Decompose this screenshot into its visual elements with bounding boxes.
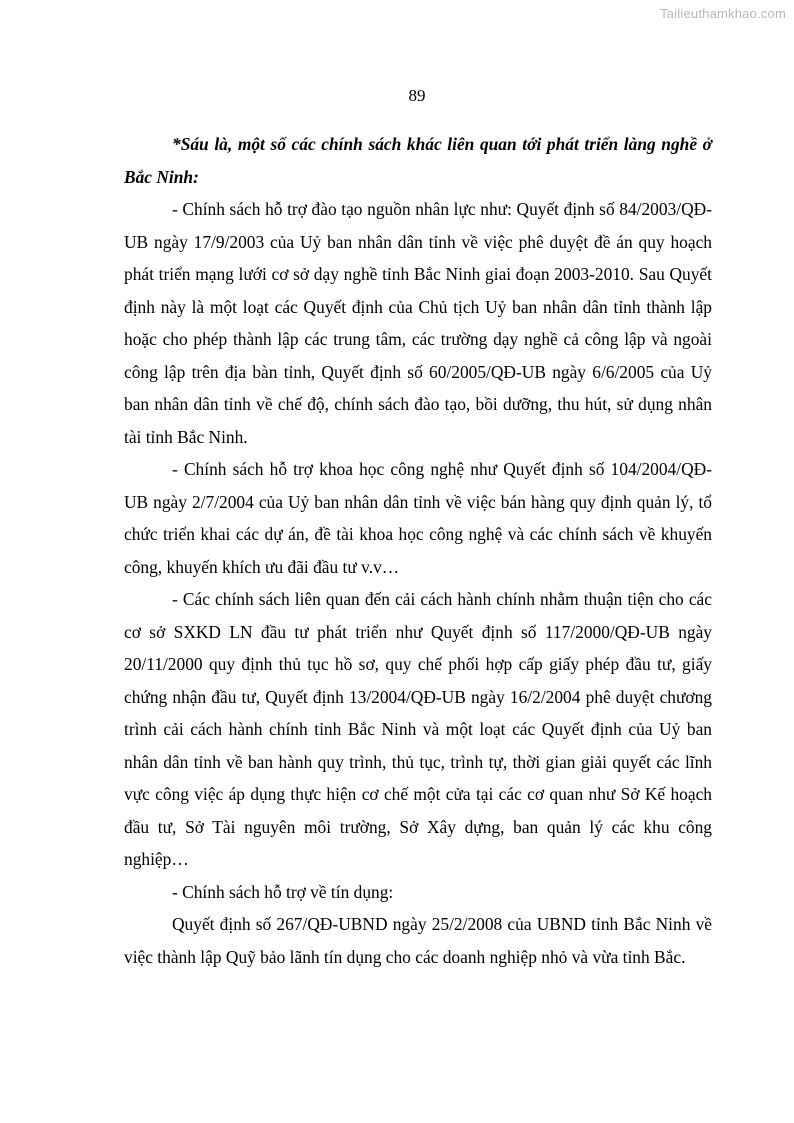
section-heading: *Sáu là, một số các chính sách khác liên quan tới phát triển làng nghề ở Bắc Ninh: <box>124 134 712 187</box>
page-number: 89 <box>408 86 426 105</box>
paragraph-science-policy: - Chính sách hỗ trợ khoa học công nghệ như Quyết định số 104/2004/QĐ-UB ngày 2/7/2004 của Uỷ ban nhân dân tỉnh về việc bán hàng quy định quản lý, tổ chức triển khai các dự án, đề tài khoa học công nghệ và các chính sách về khuyến công, khuyến khích ưu đãi đầu tư v.v… <box>124 459 712 577</box>
paragraph-credit-policy-detail: Quyết định số 267/QĐ-UBND ngày 25/2/2008 của UBND tỉnh Bắc Ninh về việc thành lập Quỹ bảo lãnh tín dụng cho các doanh nghiệp nhỏ và vừa tỉnh Bắc. <box>124 914 712 967</box>
watermark: Tailieuthamkhao.com <box>660 6 786 21</box>
paragraph-credit-policy-title: - Chính sách hỗ trợ về tín dụng: <box>172 881 394 902</box>
paragraph-admin-reform-policy: - Các chính sách liên quan đến cải cách hành chính nhằm thuận tiện cho các cơ sở SXKD LN đầu tư phát triển như Quyết định số 117/2000/QĐ-UB ngày 20/11/2000 quy định thủ tục hồ sơ, quy chế phối hợp cấp giấy phép đầu tư, giấy chứng nhận đầu tư, Quyết định 13/2004/QĐ-UB ngày 16/2/2004 phê duyệt chương trình cải cách hành chính tỉnh Bắc Ninh và một loạt các Quyết định của Uỷ ban nhân dân tỉnh về ban hành quy trình, thủ tục, trình tự, thời gian giải quyết các lĩnh vực công việc áp dụng thực hiện cơ chế một cửa tại các cơ quan như Sở Kế hoạch đầu tư, Sở Tài nguyên môi trường, Sở Xây dựng, ban quản lý các khu công nghiệp… <box>124 589 712 869</box>
document-body <box>124 128 712 973</box>
paragraph-training-policy: - Chính sách hỗ trợ đào tạo nguồn nhân lực như: Quyết định số 84/2003/QĐ-UB ngày 17/9/2003 của Uỷ ban nhân dân tỉnh về việc phê duyệt đề án quy hoạch phát triển mạng lưới cơ sở dạy nghề tỉnh Bắc Ninh giai đoạn 2003-2010. Sau Quyết định này là một loạt các Quyết định của Chủ tịch Uỷ ban nhân dân tỉnh thành lập hoặc cho phép thành lập các trung tâm, các trường dạy nghề cả công lập và ngoài công lập trên địa bàn tỉnh, Quyết định số 60/2005/QĐ-UB ngày 6/6/2005 của Uỷ ban nhân dân tỉnh về chế độ, chính sách đào tạo, bồi dưỡng, thu hút, sử dụng nhân tài tỉnh Bắc Ninh. <box>124 199 712 447</box>
